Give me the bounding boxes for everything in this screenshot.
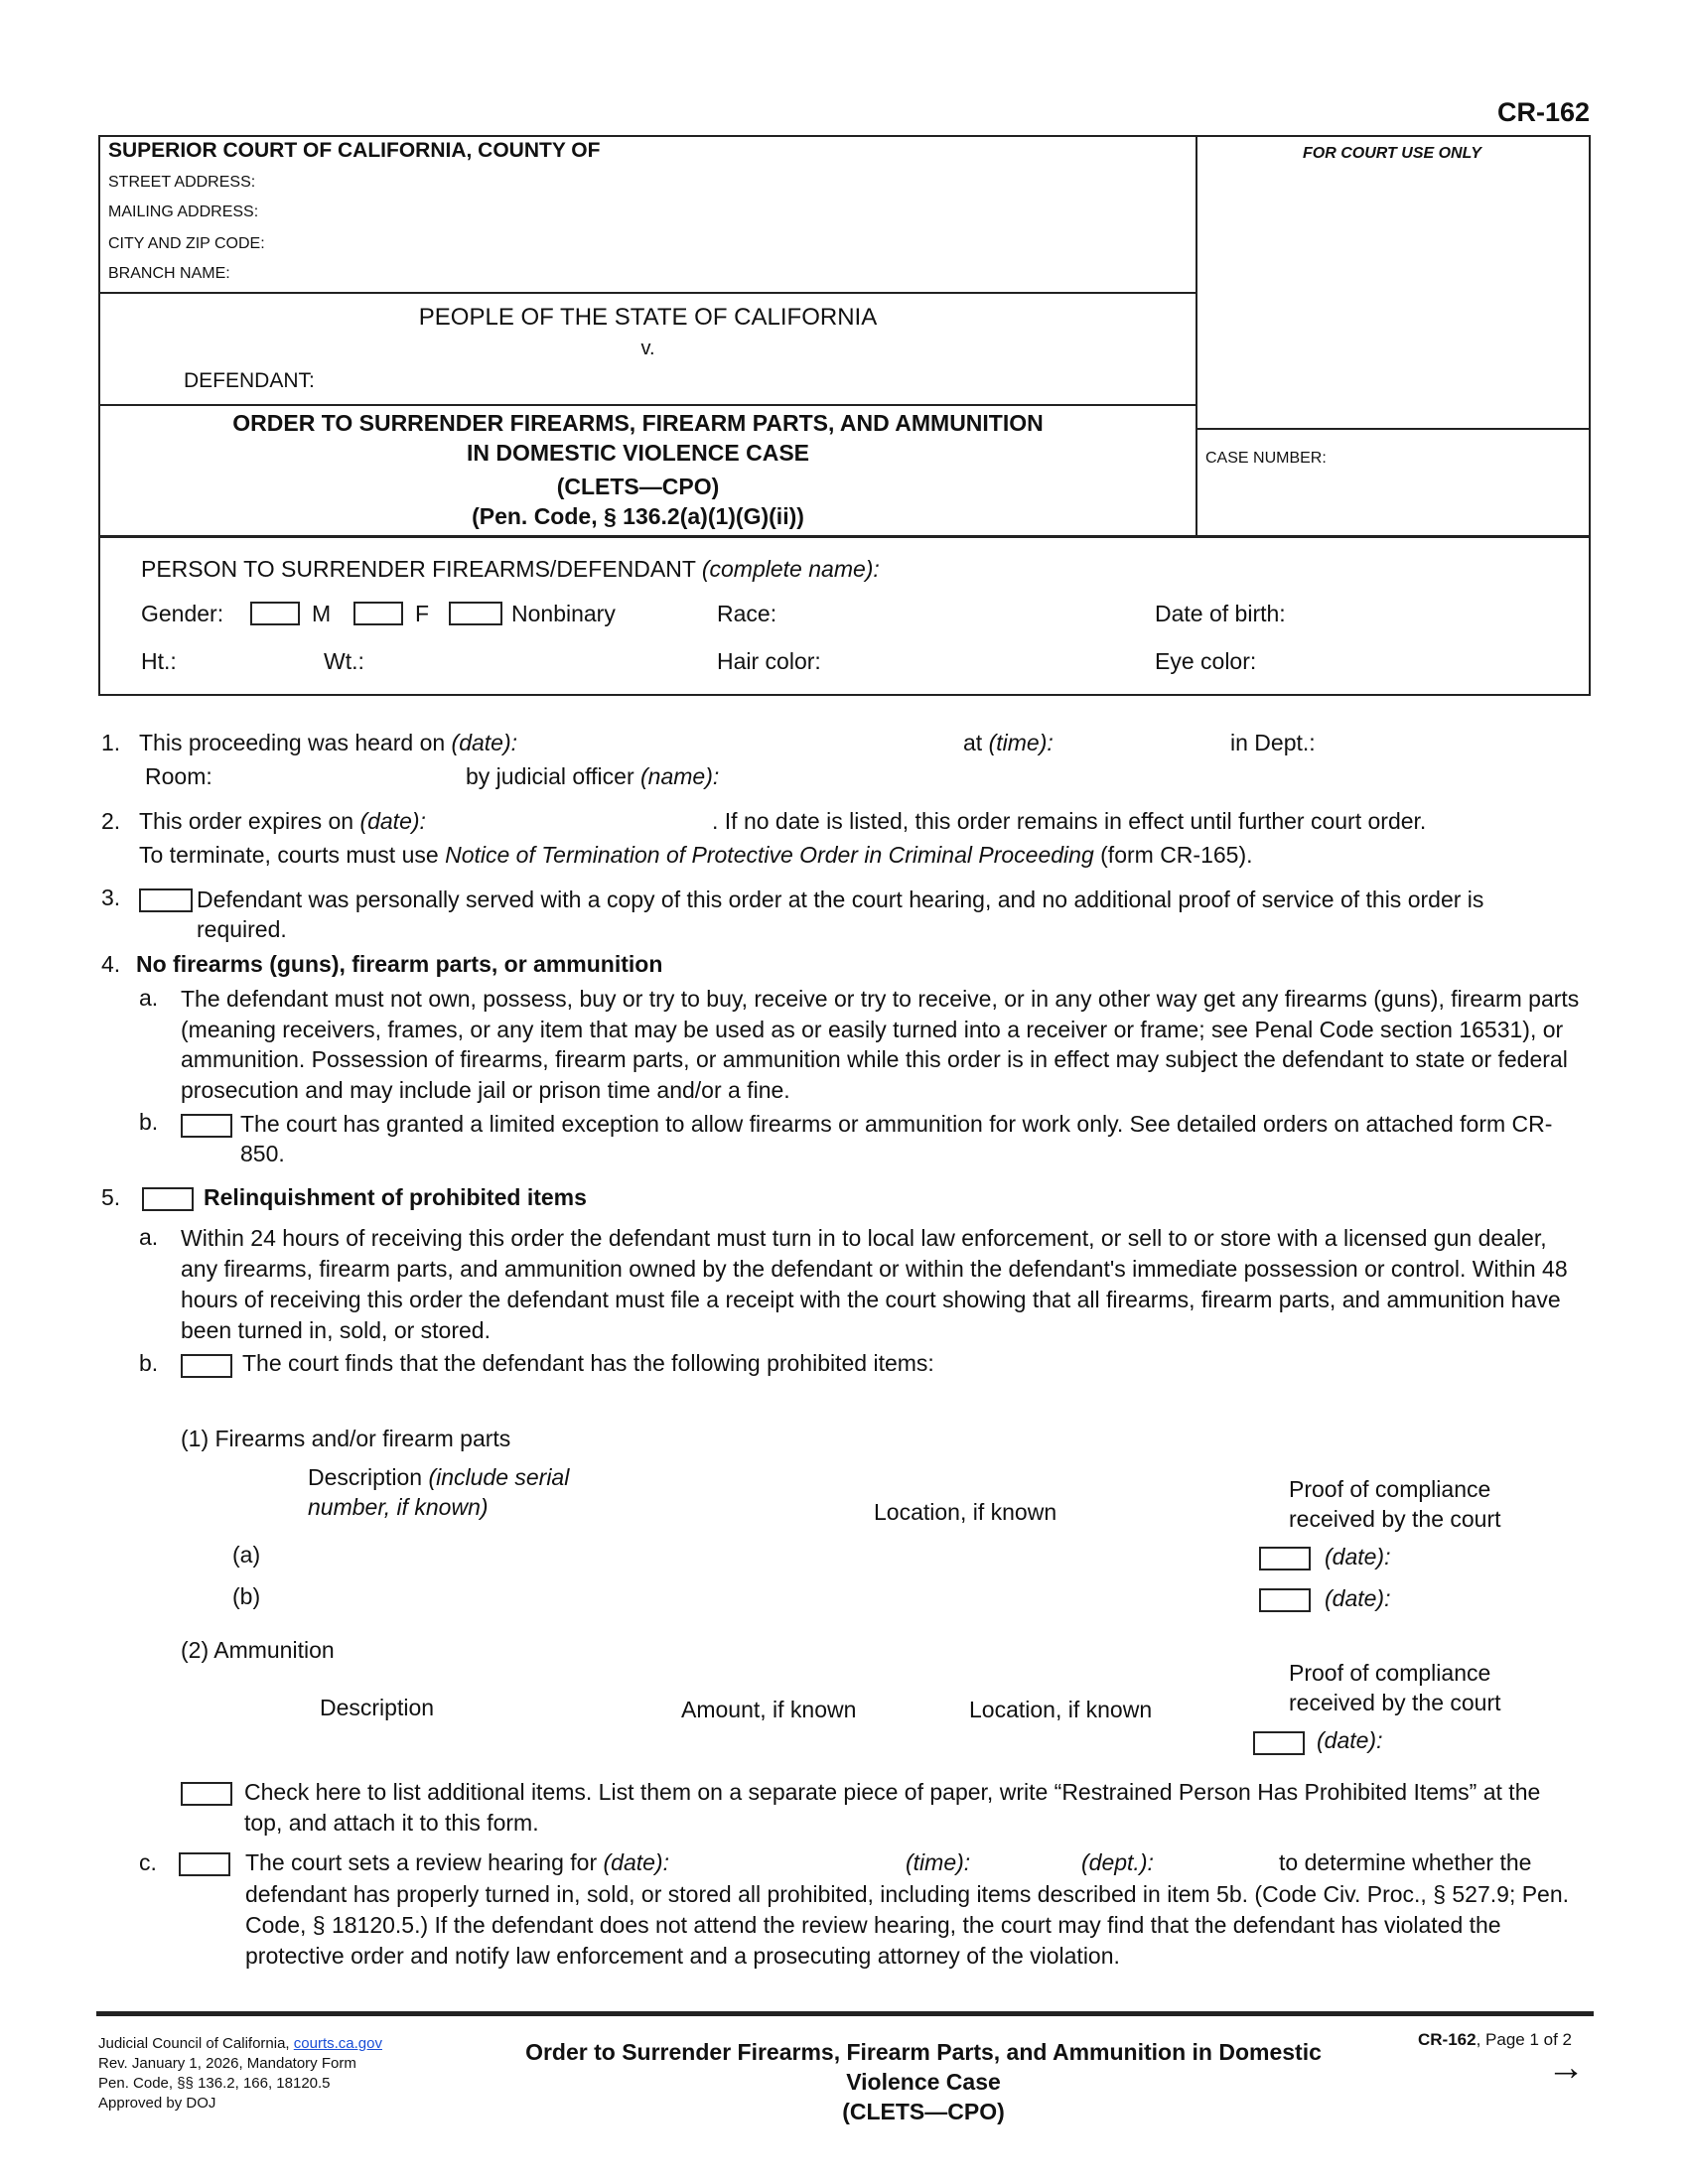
- item-1-number: 1.: [101, 730, 121, 755]
- gender-m-checkbox[interactable]: [250, 602, 300, 625]
- versus-label: v.: [640, 338, 655, 359]
- height-label: Ht.:: [141, 648, 177, 674]
- firearms-label: (1) Firearms and/or firearm parts: [181, 1426, 511, 1451]
- ammunition-proof-header-2: received by the court: [1289, 1690, 1501, 1715]
- item-5-number: 5.: [101, 1184, 121, 1210]
- item-2-expires-rest: . If no date is listed, this order remains in effect until further court order.: [712, 808, 1427, 834]
- item-2-number: 2.: [101, 808, 121, 834]
- race-label: Race:: [717, 601, 777, 626]
- gender-nonbinary-checkbox[interactable]: [449, 602, 502, 625]
- ammunition-label: (2) Ammunition: [181, 1637, 335, 1663]
- item-5b-checkbox[interactable]: [181, 1354, 232, 1378]
- person-box-right: [1589, 535, 1591, 696]
- footer-codes: Pen. Code, §§ 136.2, 166, 18120.5: [98, 2075, 331, 2092]
- item-2-expires: This order expires on (date):: [139, 808, 426, 834]
- court-use-label: FOR COURT USE ONLY: [1303, 145, 1481, 162]
- item-1-officer: by judicial officer (name):: [466, 763, 720, 789]
- firearms-proof-header-2: received by the court: [1289, 1506, 1501, 1532]
- footer-title: [467, 2037, 1380, 2126]
- header-box-bottom: [98, 535, 1591, 538]
- gender-f-checkbox[interactable]: [353, 602, 403, 625]
- header-box-right: [1589, 135, 1591, 537]
- dob-label: Date of birth:: [1155, 601, 1286, 626]
- branch-name-label: BRANCH NAME:: [108, 265, 230, 282]
- case-number-label: CASE NUMBER:: [1205, 450, 1327, 467]
- header-line-1: [98, 292, 1197, 294]
- ammunition-date-label: (date):: [1317, 1727, 1383, 1753]
- footer-title-line-2: Violence Case: [846, 2069, 1001, 2095]
- item-1-heard: This proceeding was heard on (date):: [139, 730, 518, 755]
- footer-title-line-3: (CLETS—CPO): [842, 2099, 1005, 2124]
- ammunition-proof-header-1: Proof of compliance: [1289, 1660, 1491, 1686]
- firearms-location-header: Location, if known: [874, 1499, 1057, 1525]
- item-1-time: at (time):: [963, 730, 1054, 755]
- firearms-row-b-label: (b): [232, 1583, 261, 1609]
- form-title-line-3: (CLETS—CPO): [556, 474, 720, 499]
- street-address-label: STREET ADDRESS:: [108, 174, 256, 191]
- form-number: CR-162: [1497, 97, 1591, 127]
- mailing-address-label: MAILING ADDRESS:: [108, 204, 259, 220]
- item-5c-time: (time):: [906, 1849, 971, 1875]
- item-2-terminate: To terminate, courts must use Notice of Termination of Protective Order in Criminal Proceeding (form CR-165).: [139, 842, 1253, 868]
- item-3-text: Defendant was personally served with a copy of this order at the court hearing, and no additional proof of service of this order is required.: [197, 887, 1484, 942]
- courts-link[interactable]: courts.ca.gov: [293, 2035, 382, 2052]
- item-1-dept: in Dept.:: [1230, 730, 1316, 755]
- firearms-proof-header-1: Proof of compliance: [1289, 1476, 1491, 1502]
- gender-nonbinary-label: Nonbinary: [511, 601, 616, 626]
- additional-items-text: Check here to list additional items. List them on a separate piece of paper, write “Restrained Person Has Prohibited Items” at the top, and attach it to this form.: [244, 1779, 1541, 1836]
- court-name-label: SUPERIOR COURT OF CALIFORNIA, COUNTY OF: [108, 139, 601, 162]
- item-5c-tail: to determine whether the: [1279, 1849, 1532, 1875]
- ammunition-amount-header: Amount, if known: [681, 1697, 857, 1722]
- footer-council: Judicial Council of California, courts.ca.gov: [98, 2035, 382, 2052]
- item-5-heading: Relinquishment of prohibited items: [204, 1184, 587, 1210]
- header-line-case: [1196, 428, 1591, 430]
- item-5b-label: b.: [139, 1350, 159, 1376]
- item-4a-label: a.: [139, 985, 159, 1011]
- item-5a-label: a.: [139, 1224, 159, 1250]
- footer-approved: Approved by DOJ: [98, 2095, 216, 2112]
- item-4b-text: The court has granted a limited exception to allow firearms or ammunition for work only. See detailed orders on attached form CR-850.: [240, 1111, 1553, 1166]
- header-box-top: [98, 135, 1591, 137]
- item-5c-intro: The court sets a review hearing for (date):: [245, 1849, 669, 1875]
- weight-label: Wt.:: [324, 648, 364, 674]
- item-5b-text: The court finds that the defendant has the following prohibited items:: [242, 1350, 934, 1376]
- firearms-row-a-label: (a): [232, 1542, 261, 1568]
- item-4b-label: b.: [139, 1109, 159, 1135]
- item-5c-label: c.: [139, 1849, 157, 1875]
- item-4a-text: The defendant must not own, possess, buy or try to buy, receive or try to receive, or in any other way get any firearms (guns), firearm parts (meaning receivers, frames, or any item that may be used as or easily turned into a receiver or frame; see Penal Code section 16531), or ammunition. Possession of firearms, firearm parts, or ammunition while this order is in effect may subject the defendant to state or federal prosecution and may include jail or prison time and/or a fine.: [181, 986, 1580, 1103]
- header-box-divider: [1196, 135, 1197, 537]
- item-3-checkbox[interactable]: [139, 888, 193, 912]
- firearms-description-header: Description (include serial number, if known): [308, 1464, 570, 1520]
- person-box-left: [98, 535, 100, 696]
- item-5a-text: Within 24 hours of receiving this order the defendant must turn in to local law enforcement, or sell to or store with a licensed gun dealer, any firearms, firearm parts, and ammunition owned by the defendant or within the defendant's immediate possession or control. Within 48 hours of receiving this order the defendant must file a receipt with the court showing that all firearms, firearm parts, and ammunition have been turned in, sold, or stored.: [181, 1225, 1568, 1343]
- gender-f-label: F: [415, 601, 430, 626]
- footer-page: CR-162, Page 1 of 2: [1418, 2030, 1572, 2049]
- item-4-heading: No firearms (guns), firearm parts, or ammunition: [136, 951, 663, 977]
- footer-left: [98, 2034, 382, 2114]
- item-4-number: 4.: [101, 951, 121, 977]
- ammunition-proof-checkbox[interactable]: [1253, 1731, 1305, 1755]
- firearms-row-a-proof-checkbox[interactable]: [1259, 1547, 1311, 1570]
- item-5-checkbox[interactable]: [142, 1187, 194, 1211]
- city-zip-label: CITY AND ZIP CODE:: [108, 235, 265, 252]
- eye-color-label: Eye color:: [1155, 648, 1257, 674]
- item-5c-checkbox[interactable]: [179, 1852, 230, 1876]
- form-title-line-2: IN DOMESTIC VIOLENCE CASE: [466, 440, 810, 466]
- hair-color-label: Hair color:: [717, 648, 821, 674]
- item-3-number: 3.: [101, 885, 121, 910]
- item-5c-dept: (dept.):: [1081, 1849, 1154, 1875]
- ammunition-location-header: Location, if known: [969, 1697, 1153, 1722]
- ammunition-description-header: Description: [320, 1695, 435, 1720]
- item-4b-checkbox[interactable]: [181, 1114, 232, 1138]
- item-5c-text: defendant has properly turned in, sold, or stored all prohibited, including items described in item 5b. (Code Civ. Proc., § 527.9; Pen. Code, § 18120.5.) If the defendant does not attend the review hearing, the court may find that the defendant has violated the protective order and notify law enforcement and a prosecuting attorney of the violation.: [245, 1881, 1570, 1969]
- gender-m-label: M: [312, 601, 332, 626]
- next-page-arrow-icon: →: [1547, 2047, 1585, 2089]
- header-line-2: [98, 404, 1197, 406]
- defendant-label: DEFENDANT:: [184, 369, 315, 392]
- additional-items-checkbox[interactable]: [181, 1782, 232, 1806]
- firearms-row-b-date-label: (date):: [1325, 1585, 1391, 1611]
- gender-label: Gender:: [141, 601, 224, 626]
- form-title-line-4: (Pen. Code, § 136.2(a)(1)(G)(ii)): [472, 503, 804, 529]
- people-label: PEOPLE OF THE STATE OF CALIFORNIA: [418, 304, 878, 331]
- footer-title-line-1: Order to Surrender Firearms, Firearm Parts, and Ammunition in Domestic: [525, 2039, 1322, 2065]
- footer-rev: Rev. January 1, 2026, Mandatory Form: [98, 2055, 356, 2072]
- footer-rule: [96, 2011, 1594, 2016]
- form-title-line-1: ORDER TO SURRENDER FIREARMS, FIREARM PARTS, AND AMMUNITION: [232, 410, 1044, 436]
- item-1-room: Room:: [145, 763, 212, 789]
- firearms-row-b-proof-checkbox[interactable]: [1259, 1588, 1311, 1612]
- person-box-bottom: [98, 694, 1591, 696]
- firearms-row-a-date-label: (date):: [1325, 1544, 1391, 1570]
- person-label: PERSON TO SURRENDER FIREARMS/DEFENDANT (complete name):: [141, 556, 880, 582]
